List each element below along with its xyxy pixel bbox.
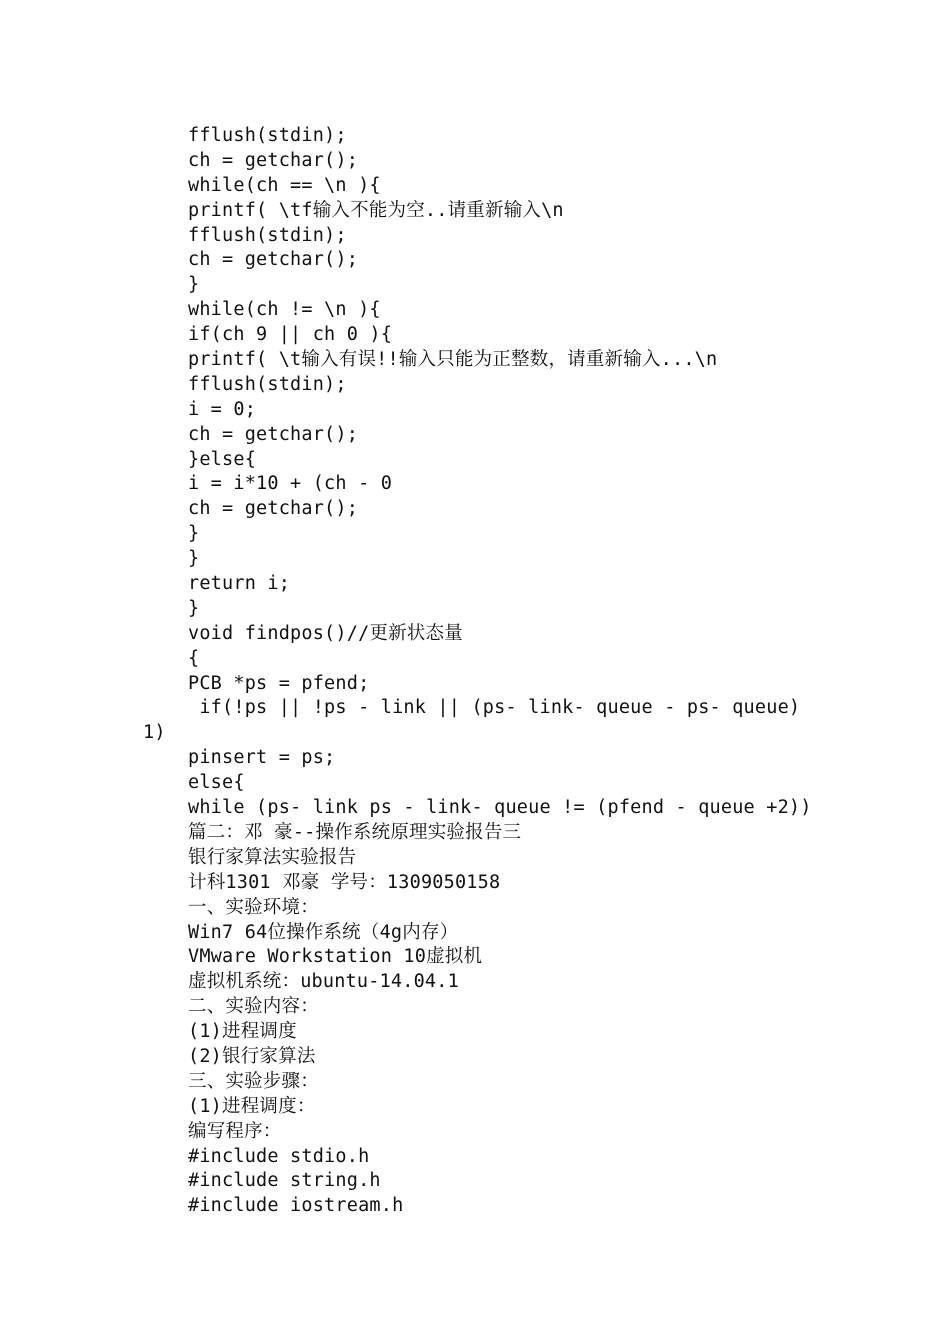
text-line: i = i*10 + (ch - 0 — [188, 473, 393, 495]
text-line: 虚拟机系统：ubuntu-14.04.1 — [188, 971, 459, 993]
text-line: pinsert = ps; — [188, 747, 336, 769]
text-line: fflush(stdin); — [188, 224, 347, 246]
text-line: (1)进程调度： — [188, 1095, 316, 1117]
text-line: else{ — [188, 772, 245, 794]
text-line: return i; — [188, 573, 291, 595]
text-line: ch = getchar(); — [188, 498, 359, 520]
text-line: printf( \tf输入不能为空..请重新输入\n — [188, 199, 564, 221]
text-line: ch = getchar(); — [188, 249, 359, 271]
text-line: } — [188, 597, 200, 619]
text-line: PCB *ps = pfend; — [188, 672, 370, 694]
text-line: } — [188, 548, 200, 570]
text-line: printf( \t输入有误!!输入只能为正整数，请重新输入...\n — [188, 349, 718, 371]
text-line: i = 0; — [188, 398, 257, 420]
text-line: } — [188, 523, 200, 545]
text-line: Win7 64位操作系统（4g内存） — [188, 921, 459, 943]
text-line: 编写程序： — [188, 1120, 282, 1142]
text-line: 一、实验环境： — [188, 896, 319, 918]
text-line: ch = getchar(); — [188, 423, 359, 445]
text-line: 篇二：邓 豪--操作系统原理实验报告三 — [188, 821, 522, 843]
text-line: 1) — [143, 722, 166, 744]
text-line: if(!ps || !ps - link || (ps- link- queue - ps- queue) — [188, 697, 801, 719]
text-line: 计科1301 邓豪 学号：1309050158 — [188, 871, 501, 893]
text-line: #include stdio.h — [188, 1145, 370, 1167]
text-line: while(ch == \n ){ — [188, 174, 381, 196]
text-line: } — [188, 274, 200, 296]
text-line: 银行家算法实验报告 — [188, 846, 357, 868]
text-line: #include string.h — [188, 1170, 381, 1192]
text-line: while(ch != \n ){ — [188, 299, 381, 321]
text-line: VMware Workstation 10虚拟机 — [188, 946, 483, 968]
text-line: #include iostream.h — [188, 1195, 404, 1217]
text-line: 二、实验内容： — [188, 996, 319, 1018]
text-line: fflush(stdin); — [188, 125, 347, 146]
text-line: void findpos()//更新状态量 — [188, 622, 463, 644]
document-body — [0, 124, 950, 1219]
text-line: (2)银行家算法 — [188, 1045, 316, 1067]
text-line: fflush(stdin); — [188, 373, 347, 395]
text-line: }else{ — [188, 448, 257, 470]
text-line: { — [188, 647, 200, 669]
text-line: (1)进程调度 — [188, 1021, 297, 1043]
text-line: 三、实验步骤： — [188, 1070, 319, 1092]
text-line: ch = getchar(); — [188, 149, 359, 171]
text-line: while (ps- link ps - link- queue != (pfend - queue +2)) — [188, 797, 812, 819]
text-line: if(ch 9 || ch 0 ){ — [188, 324, 393, 346]
